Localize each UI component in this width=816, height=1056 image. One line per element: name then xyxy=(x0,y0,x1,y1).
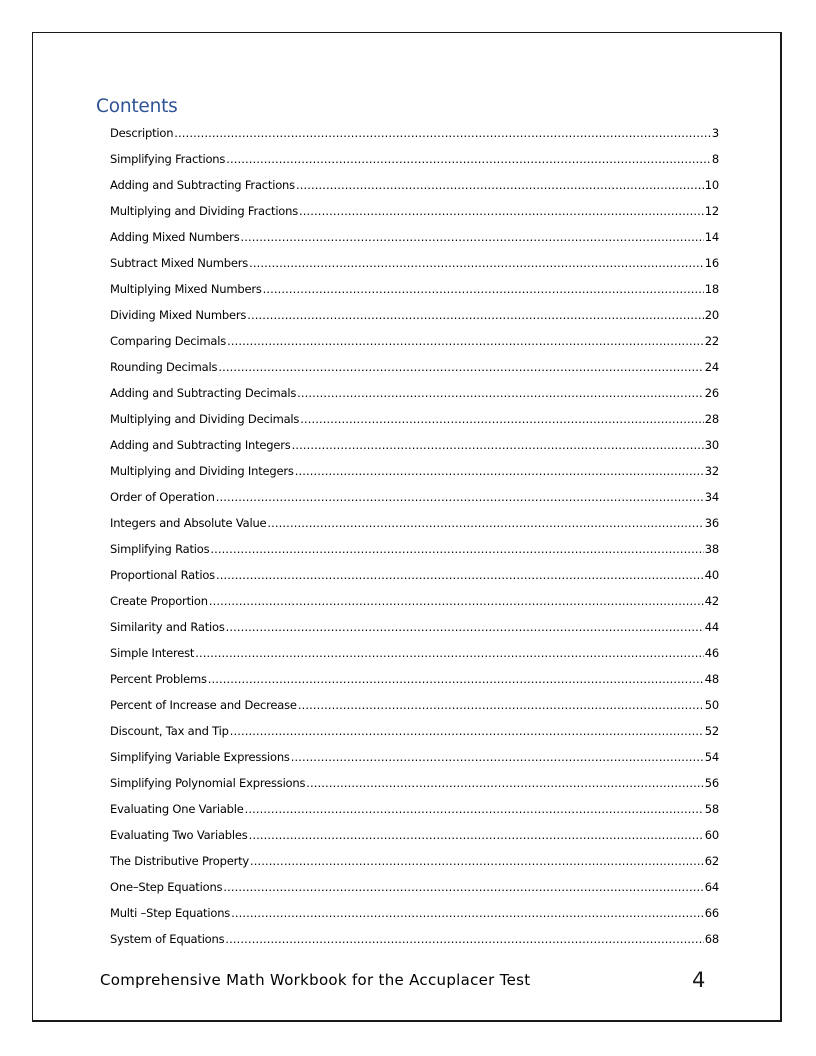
toc-entry-title: Simplifying Fractions xyxy=(110,152,226,166)
toc-entry-title: Simplifying Polynomial Expressions xyxy=(110,776,306,790)
toc-entry[interactable] xyxy=(110,202,719,228)
toc-entry[interactable] xyxy=(110,618,719,644)
toc-entry-title: System of Equations xyxy=(110,932,225,946)
toc-dot-leader xyxy=(249,826,704,844)
toc-entry[interactable] xyxy=(110,592,719,618)
toc-entry[interactable] xyxy=(110,332,719,358)
toc-dot-leader xyxy=(208,670,704,688)
toc-dot-leader xyxy=(249,254,704,272)
toc-entry[interactable] xyxy=(110,852,719,878)
toc-entry-title: Adding and Subtracting Integers xyxy=(110,438,291,452)
toc-entry[interactable] xyxy=(110,774,719,800)
toc-entry-page: 28 xyxy=(704,412,719,426)
toc-entry-page: 3 xyxy=(711,126,719,140)
toc-dot-leader xyxy=(299,202,704,220)
toc-dot-leader xyxy=(291,748,704,766)
toc-entry-page: 16 xyxy=(704,256,719,270)
toc-entry-page: 8 xyxy=(711,152,719,166)
toc-entry-page: 32 xyxy=(704,464,719,478)
toc-entry-title: Simplifying Variable Expressions xyxy=(110,750,290,764)
toc-entry-page: 30 xyxy=(704,438,719,452)
toc-dot-leader xyxy=(216,566,704,584)
toc-entry-title: Multi –Step Equations xyxy=(110,906,231,920)
toc-dot-leader xyxy=(300,410,704,428)
toc-entry[interactable] xyxy=(110,696,719,722)
toc-entry-page: 54 xyxy=(704,750,719,764)
toc-dot-leader xyxy=(227,332,704,350)
toc-entry[interactable] xyxy=(110,514,719,540)
toc-entry-title: Multiplying and Dividing Integers xyxy=(110,464,294,478)
toc-entry[interactable] xyxy=(110,306,719,332)
toc-entry-page: 24 xyxy=(704,360,719,374)
toc-entry-title: Evaluating One Variable xyxy=(110,802,244,816)
toc-entry-page: 18 xyxy=(704,282,719,296)
toc-entry-page: 22 xyxy=(704,334,719,348)
toc-entry-title: Create Proportion xyxy=(110,594,208,608)
toc-entry-title: Multiplying and Dividing Fractions xyxy=(110,204,299,218)
toc-entry-page: 56 xyxy=(704,776,719,790)
toc-entry[interactable] xyxy=(110,904,719,930)
toc-entry-title: The Distributive Property xyxy=(110,854,250,868)
toc-entry-title: Adding Mixed Numbers xyxy=(110,230,240,244)
toc-entry-title: Percent of Increase and Decrease xyxy=(110,698,297,712)
toc-entry-page: 66 xyxy=(704,906,719,920)
toc-entry-page: 46 xyxy=(704,646,719,660)
toc-entry[interactable] xyxy=(110,384,719,410)
toc-entry-title: Order of Operation xyxy=(110,490,215,504)
toc-entry-title: Adding and Subtracting Fractions xyxy=(110,178,295,192)
toc-dot-leader xyxy=(297,384,704,402)
toc-entry-page: 48 xyxy=(704,672,719,686)
toc-dot-leader xyxy=(306,774,703,792)
toc-entry[interactable] xyxy=(110,436,719,462)
toc-entry-title: One–Step Equations xyxy=(110,880,223,894)
toc-entry-page: 12 xyxy=(704,204,719,218)
toc-entry-title: Adding and Subtracting Decimals xyxy=(110,386,297,400)
toc-entry-page: 20 xyxy=(704,308,719,322)
toc-entry-title: Dividing Mixed Numbers xyxy=(110,308,247,322)
toc-entry-page: 44 xyxy=(704,620,719,634)
toc-dot-leader xyxy=(216,488,704,506)
toc-dot-leader xyxy=(226,618,704,636)
toc-entry-title: Description xyxy=(110,126,174,140)
toc-entry[interactable] xyxy=(110,800,719,826)
toc-entry-page: 50 xyxy=(704,698,719,712)
toc-dot-leader xyxy=(225,930,703,948)
toc-entry-page: 62 xyxy=(704,854,719,868)
toc-entry[interactable] xyxy=(110,280,719,306)
toc-dot-leader xyxy=(263,280,704,298)
toc-dot-leader xyxy=(241,228,704,246)
toc-dot-leader xyxy=(218,358,703,376)
toc-entry-title: Comparing Decimals xyxy=(110,334,227,348)
toc-entry-title: Discount, Tax and Tip xyxy=(110,724,229,738)
toc-dot-leader xyxy=(174,124,711,142)
toc-entry[interactable] xyxy=(110,358,719,384)
table-of-contents xyxy=(110,124,719,956)
toc-dot-leader xyxy=(295,462,704,480)
toc-entry-title: Evaluating Two Variables xyxy=(110,828,248,842)
toc-entry-page: 64 xyxy=(704,880,719,894)
toc-dot-leader xyxy=(195,644,704,662)
toc-dot-leader xyxy=(245,800,704,818)
toc-entry[interactable] xyxy=(110,748,719,774)
footer-page-number: 4 xyxy=(692,968,706,992)
toc-entry[interactable] xyxy=(110,722,719,748)
toc-entry-title: Rounding Decimals xyxy=(110,360,218,374)
toc-dot-leader xyxy=(231,904,704,922)
toc-entry[interactable] xyxy=(110,488,719,514)
toc-entry[interactable] xyxy=(110,670,719,696)
toc-dot-leader xyxy=(292,436,704,454)
toc-entry-page: 14 xyxy=(704,230,719,244)
toc-entry-title: Simple Interest xyxy=(110,646,195,660)
toc-entry-title: Simplifying Ratios xyxy=(110,542,210,556)
toc-entry[interactable] xyxy=(110,462,719,488)
toc-entry-page: 40 xyxy=(704,568,719,582)
toc-entry-page: 38 xyxy=(704,542,719,556)
toc-dot-leader xyxy=(247,306,704,324)
toc-dot-leader xyxy=(267,514,703,532)
contents-heading: Contents xyxy=(96,96,178,117)
toc-dot-leader xyxy=(210,540,703,558)
toc-entry-title: Subtract Mixed Numbers xyxy=(110,256,249,270)
toc-entry-title: Proportional Ratios xyxy=(110,568,215,582)
toc-entry-page: 52 xyxy=(704,724,719,738)
toc-entry[interactable] xyxy=(110,930,719,956)
toc-dot-leader xyxy=(250,852,704,870)
toc-entry[interactable] xyxy=(110,826,719,852)
toc-entry-page: 34 xyxy=(704,490,719,504)
toc-entry[interactable] xyxy=(110,124,719,150)
toc-entry-title: Multiplying Mixed Numbers xyxy=(110,282,262,296)
toc-entry[interactable] xyxy=(110,878,719,904)
toc-dot-leader xyxy=(296,176,704,194)
toc-entry-page: 58 xyxy=(704,802,719,816)
toc-entry[interactable] xyxy=(110,150,719,176)
toc-entry[interactable] xyxy=(110,566,719,592)
toc-entry-page: 26 xyxy=(704,386,719,400)
toc-dot-leader xyxy=(226,150,711,168)
toc-entry-page: 36 xyxy=(704,516,719,530)
toc-dot-leader xyxy=(223,878,703,896)
toc-entry[interactable] xyxy=(110,254,719,280)
toc-dot-leader xyxy=(298,696,704,714)
toc-entry-title: Similarity and Ratios xyxy=(110,620,225,634)
toc-entry[interactable] xyxy=(110,228,719,254)
toc-entry[interactable] xyxy=(110,644,719,670)
toc-dot-leader xyxy=(209,592,704,610)
toc-entry-page: 10 xyxy=(704,178,719,192)
toc-entry-page: 68 xyxy=(704,932,719,946)
toc-entry-page: 42 xyxy=(704,594,719,608)
toc-entry[interactable] xyxy=(110,176,719,202)
toc-entry-title: Percent Problems xyxy=(110,672,207,686)
toc-entry-title: Integers and Absolute Value xyxy=(110,516,267,530)
toc-entry-page: 60 xyxy=(704,828,719,842)
footer-book-title: Comprehensive Math Workbook for the Accuplacer Test xyxy=(100,971,531,989)
toc-dot-leader xyxy=(230,722,704,740)
toc-entry[interactable] xyxy=(110,410,719,436)
toc-entry-title: Multiplying and Dividing Decimals xyxy=(110,412,300,426)
toc-entry[interactable] xyxy=(110,540,719,566)
